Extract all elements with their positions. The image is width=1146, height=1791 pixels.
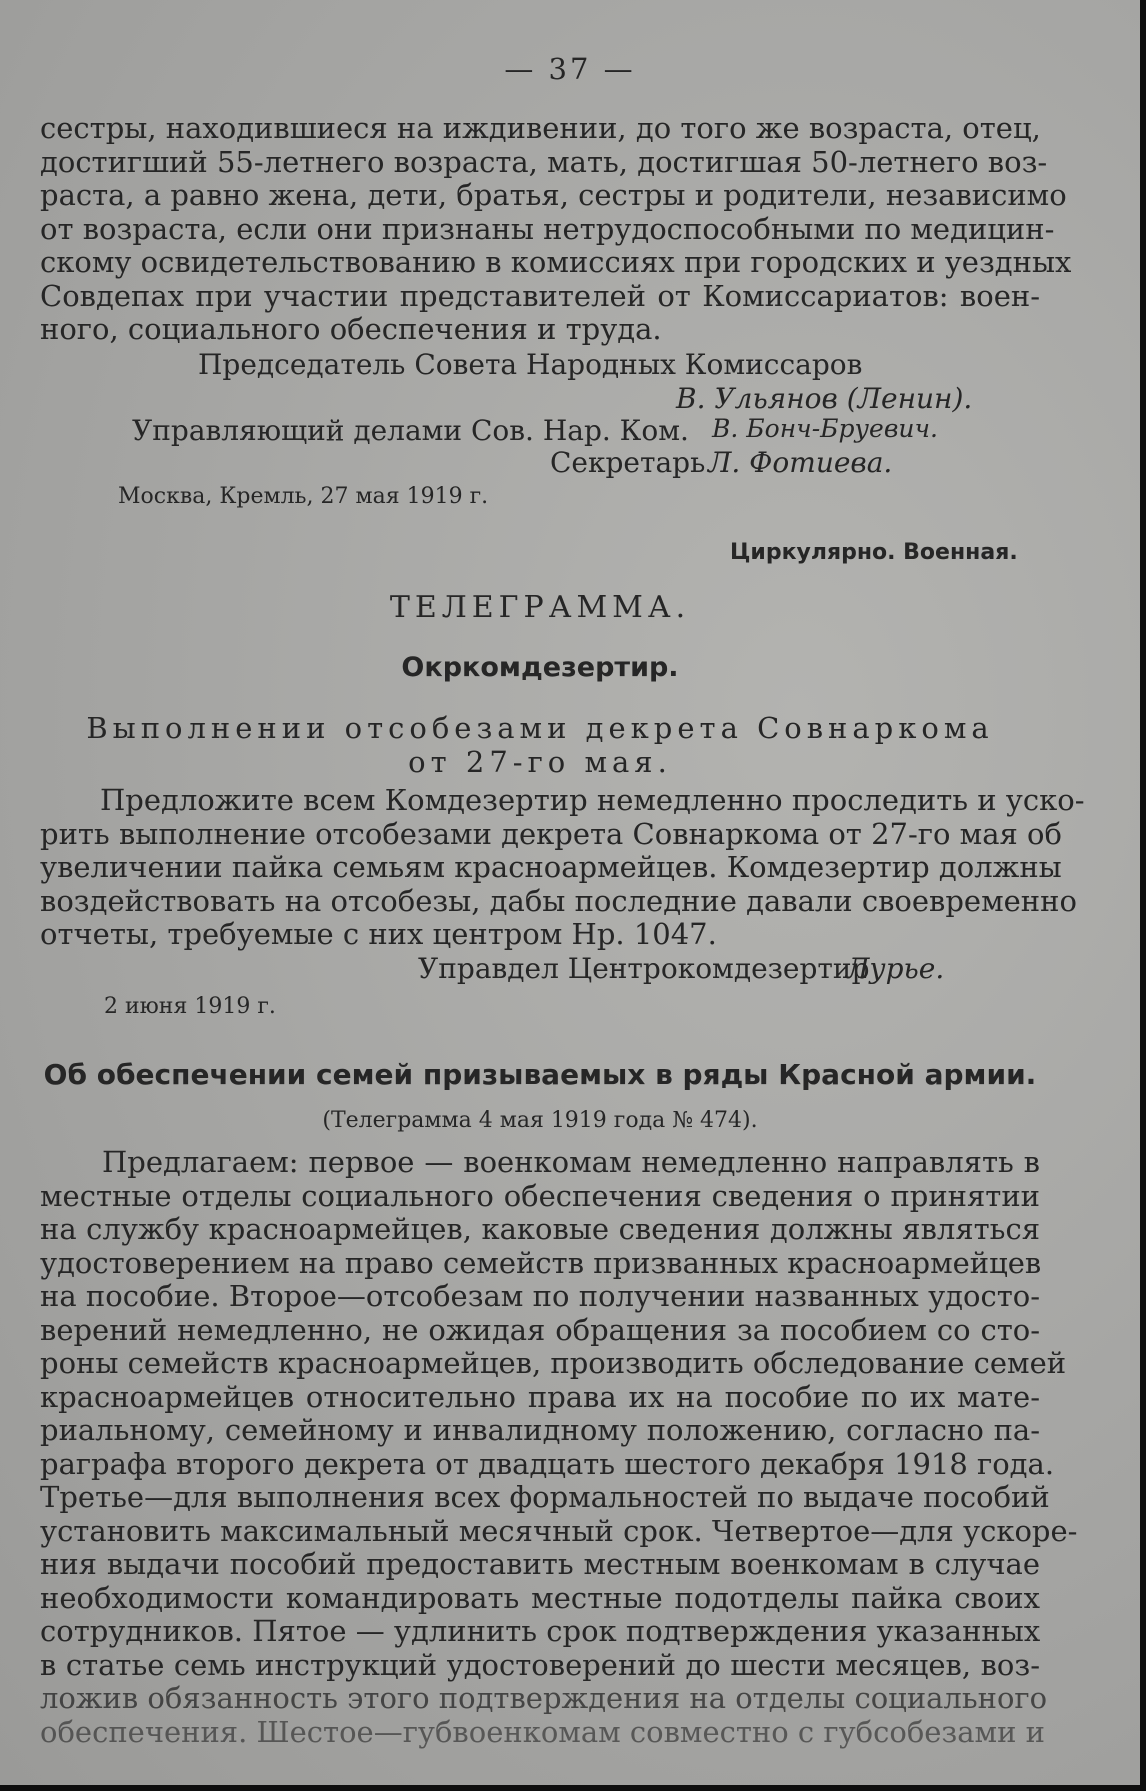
text-line: Третье—для выполнения всех формальностей по выдаче пособий (40, 1480, 1050, 1514)
telegram-signature-title: Управдел Центрокомдезертир (418, 952, 870, 985)
text-line: воздействовать на отсобезы, дабы последние давали своевременно (40, 883, 1077, 918)
text-line: Совдепах при участии представителей от Комиссариатов: воен- (40, 278, 1040, 313)
text-line: на службу красноармейцев, каковые сведения должны являться (40, 1212, 1040, 1246)
section-body (40, 1145, 1078, 1749)
text-line: удостоверением на право семейств призванных красноармейцев (40, 1245, 1042, 1280)
page-number: — 37 — (504, 52, 636, 86)
subject-line: Выполнении отсобезами декрета Совнаркома (86, 711, 994, 745)
secretary-name: Л. Фотиева. (708, 446, 893, 479)
telegram-addressee: Окркомдезертир. (401, 652, 679, 683)
telegram-body (40, 783, 1085, 952)
text-line: верений немедленно, не ожидая обращения за пособием со сто- (40, 1312, 1040, 1347)
text-line: ного, социального обеспечения и труда. (40, 312, 662, 346)
text-line: отчеты, требуемые с них центром Нр. 1047. (40, 917, 717, 951)
subject-line: от 27-го мая. (408, 744, 672, 779)
text-line: раста, а равно жена, дети, братья, сестры и родители, независимо (40, 178, 1067, 212)
text-line: скому освидетельствованию в комиссиях при городских и уездных (40, 245, 1072, 279)
text-line: от возраста, если они признаны нетрудоспособными по медицин- (40, 211, 1055, 246)
telegram-subject (40, 712, 1040, 779)
telegram-title: ТЕЛЕГРАММА. (389, 590, 691, 625)
text-line: местные отделы социального обеспечения сведения о принятии (40, 1178, 1040, 1213)
text-line: Предложите всем Комдезертир немедленно проследить и уско- (100, 783, 1085, 817)
telegram-date: 2 июня 1919 г. (104, 994, 276, 1019)
text-line: установить максимальный месячный срок. Четвертое—для ускоре- (40, 1513, 1078, 1548)
text-line: Предлагаем: первое — военкомам немедленно направлять в (102, 1145, 1040, 1179)
chair-title: Председатель Совета Народных Комиссаров (198, 348, 863, 381)
text-line: достигший 55-летнего возраста, мать, достигшая 50-летнего воз- (40, 144, 1048, 179)
text-line: красноармейцев относительно права их на пособие по их мате- (40, 1379, 1040, 1414)
text-line: необходимости командировать местные подотделы пайка своих (40, 1580, 1040, 1615)
chair-name: В. Ульянов (Ленин). (676, 382, 973, 415)
text-line: роны семейств красноармейцев, производить обследование семей (40, 1346, 1067, 1380)
text-line: раграфа второго декрета от двадцать шестого декабря 1918 года. (40, 1446, 1055, 1481)
secretary-title: Секретарь (550, 446, 706, 479)
section-subheading: (Телеграмма 4 мая 1919 года № 474). (322, 1108, 758, 1133)
text-line: на пособие. Второе—отсобезам по получении названных удосто- (40, 1279, 1040, 1313)
manager-title: Управляющий делами Сов. Нар. Ком. (132, 414, 689, 447)
text-line: рить выполнение отсобезами декрета Совнаркома от 27-го мая об (40, 816, 1062, 851)
section-heading: Об обеспечении семей призываемых в ряды Красной армии. (43, 1058, 1037, 1091)
text-line: сотрудников. Пятое — удлинить срок подтверждения указанных (40, 1614, 1041, 1648)
text-line: обеспечения. Шестое—губвоенкомам совместно с губсобезами и (40, 1714, 1045, 1749)
manager-name: В. Бонч-Бруевич. (712, 414, 938, 443)
opening-paragraph (40, 111, 1072, 347)
text-line: сестры, находившиеся на иждивении, до того же возраста, отец, (40, 111, 1041, 145)
text-line: риальному, семейному и инвалидному положению, согласно па- (40, 1413, 1040, 1447)
decree-place-date: Москва, Кремль, 27 мая 1919 г. (118, 484, 489, 509)
scan-edge-right (1140, 0, 1146, 1791)
telegram-classification: Циркулярно. Военная. (730, 540, 1018, 565)
telegram-signature-name: Лурье. (846, 952, 945, 985)
text-line: увеличении пайка семьям красноармейцев. Комдезертир должны (40, 850, 1062, 884)
text-line: ложив обязанность этого подтверждения на отделы социального (40, 1681, 1048, 1715)
scan-edge-bottom (0, 1785, 1146, 1791)
text-line: в статье семь инструкций удостоверений до шести месяцев, воз- (40, 1647, 1040, 1682)
text-line: ния выдачи пособий предоставить местным военкомам в случае (40, 1547, 1040, 1581)
